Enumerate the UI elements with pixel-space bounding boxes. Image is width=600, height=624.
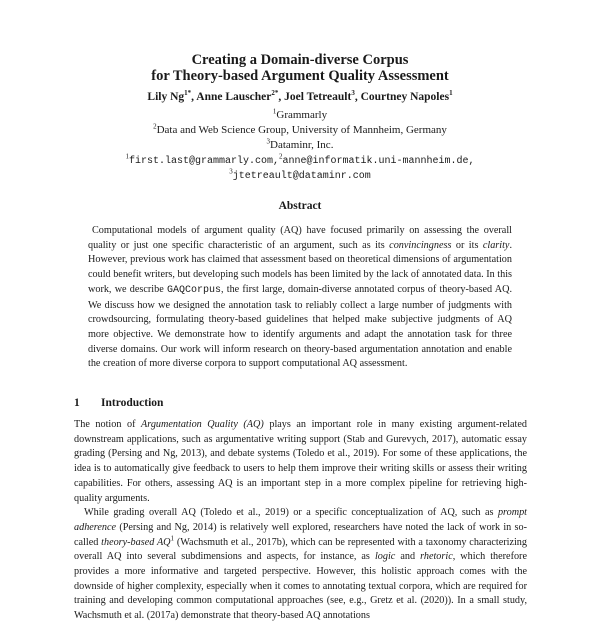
email-link[interactable]: first.last@grammarly.com, [128, 156, 279, 167]
author-name: Joel Tetreault [284, 91, 352, 103]
email-sup: 2 [279, 152, 283, 161]
footnote-marker[interactable]: 1 [170, 534, 175, 543]
section-title: Introduction [101, 397, 164, 409]
abstract-italic: clarity [482, 239, 510, 251]
email-link[interactable]: anne@informatik.uni-mannheim.de, [282, 156, 475, 167]
abstract-italic: convincingness [389, 239, 452, 251]
intro-paragraph-2 [74, 506, 527, 624]
body-segment: The notion of [74, 419, 142, 430]
body-italic: prompt adherence [74, 507, 527, 533]
author-sup: 1* [184, 89, 192, 98]
abstract-segment: , the first large, domain-diverse annotated corpus of theory-based AQ. We discuss how we designed the annotation task to reliably collect a large number of judgments with crowdsourcing, formulating theory-based guidelines that helped make subjective judgments of AQ more objective. We demonstrate how to identify arguments and adapt the annotation task for three diverse domains. Our work will inform research on theory-based argumentation annotation and enable the creation of more diverse corpora to support computational AQ assessment. [88, 283, 512, 370]
affiliation-sup: 2 [153, 122, 157, 131]
affiliation [0, 123, 600, 138]
intro-body [74, 418, 527, 624]
author-sep: , [278, 91, 285, 103]
email-sup: 1 [125, 152, 129, 161]
author-name: Lily Ng [147, 91, 185, 103]
author-sep: , [354, 91, 361, 103]
affiliation-sup: 1 [272, 107, 277, 116]
paper-title-line2: for Theory-based Argument Quality Assessment [151, 68, 449, 84]
abstract-segment: Computational models of argument quality (AQ) have focused primarily on assessing the overall quality or just one specific characteristic of an argument, such as its [88, 225, 512, 251]
body-italic: theory-based AQ [101, 536, 171, 548]
body-segment: (Wachsmuth et al., 2017b), which can be represented with a taxonomy characterizing overall AQ into several subdimensions and aspects, for instance, as [74, 536, 527, 563]
body-segment: While grading overall AQ (Toledo et al., 2019) or a specific conceptualization of AQ, such as [84, 507, 498, 519]
body-segment: (Persing and Ng, 2014) is relatively well explored, researchers have noted the lack of work in so-called [74, 521, 527, 548]
body-italic: rhetoric [420, 551, 453, 563]
affiliation-text: Dataminr, Inc. [270, 139, 334, 151]
section-number: 1 [74, 397, 80, 409]
body-segment: , which therefore provides a more informative and targeted perspective. However, this holistic approach comes with the downside of higher complexity, especially when it comes to annotating textual corpora, which are required for training and developing common computational approaches (see, e.g., Gretz et al. (2020)). In a small study, Wachsmuth et al. (2017a) demonstrate that theory-based AQ annotations [74, 551, 527, 622]
body-segment: and [395, 551, 421, 563]
email-link[interactable]: jtetreault@dataminr.com [232, 171, 371, 182]
author-name: Anne Lauscher [196, 91, 272, 103]
author-sup: 2* [271, 89, 279, 98]
abstract-segment: or its [451, 239, 483, 251]
author-list [0, 91, 600, 103]
author-sup: 1 [449, 89, 453, 98]
email-line-1 [0, 153, 600, 169]
section-heading [74, 397, 163, 409]
affiliation-sup: 3 [266, 137, 271, 146]
paper-title-line1: Creating a Domain-diverse Corpus [191, 52, 409, 68]
body-segment: plays an important role in many existing argument-related downstream applications, such as argumentative writing support (Stab and Gurevych, 2017), automatic essay grading (Persing and Ng, 2013), and debate systems (Toledo et al., 2019). For some of these applications, the idea is to automatically give feedback to users to help them improve their writing skills or assess their writing capabilities. For others, assessing AQ is an important step in a more complex pipeline for retrieving high-quality arguments. [74, 419, 527, 504]
email-line-2 [0, 168, 600, 184]
author-name: Courtney Napoles [360, 91, 450, 103]
abstract-heading: Abstract [278, 200, 322, 212]
abstract-segment: . However, previous work has claimed that assessment based on theoretical dimensions of argumentation could benefit writers, but developing such models has been limited by the lack of annotated data. In this work, we describe [88, 239, 512, 295]
author-sup: 3 [351, 89, 355, 98]
abstract-text [88, 224, 512, 372]
affiliation [0, 108, 600, 123]
email-sup: 3 [229, 167, 233, 176]
affiliation-text: Data and Web Science Group, University of Mannheim, Germany [156, 124, 447, 136]
author-sep: , [191, 91, 197, 103]
body-italic: logic [374, 551, 396, 563]
affiliation [0, 138, 600, 153]
affiliation-text: Grammarly [276, 109, 328, 121]
intro-paragraph-1 [74, 418, 527, 506]
corpus-name: GAQCorpus [166, 284, 221, 296]
body-italic: Argumentation Quality (AQ) [141, 419, 264, 430]
